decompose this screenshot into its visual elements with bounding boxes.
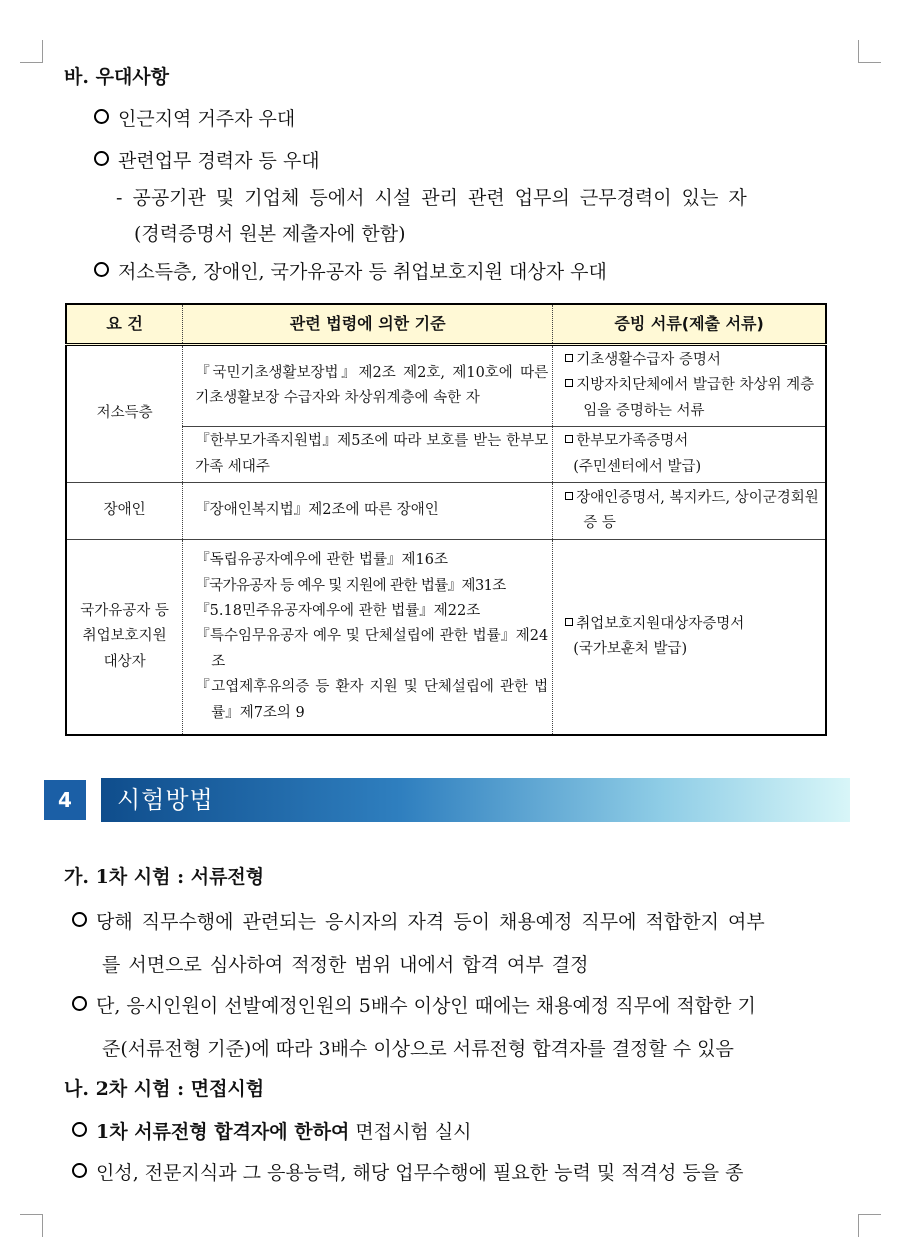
circle-bullet-icon <box>72 912 87 927</box>
list-item-text: 당해 직무수행에 관련되는 응시자의 자격 등이 채용예정 직무에 적합한지 여부 <box>96 911 765 933</box>
sub-line: - 공공기관 및 기업체 등에서 시설 관리 관련 업무의 근무경력이 있는 자 <box>116 187 747 209</box>
docs-cell <box>553 427 826 483</box>
section-number-badge: 4 <box>44 780 86 820</box>
doc-text: (주민센터에서 발급) <box>573 458 702 475</box>
list-item-continuation: 를 서면으로 심사하여 적정한 범위 내에서 합격 여부 결정 <box>102 954 589 976</box>
law-text: 『특수임무유공자 예우 및 단체설립에 관한 법률』제24조 <box>195 628 549 670</box>
docs-cell <box>553 482 826 539</box>
list-item <box>72 1117 472 1144</box>
doc-text: (국가보훈처 발급) <box>573 641 688 658</box>
doc-text: 장애인증명서, 복지카드, 상이군경회원 <box>576 489 819 506</box>
law-cell: 『국민기초생활보장법』제2조 제2호, 제10호에 따른 기초생활보장 수급자와 차상위계층에 속한 자 <box>183 345 553 427</box>
list-item-continuation: 준(서류전형 기준)에 따라 3배수 이상으로 서류전형 합격자를 결정할 수 있음 <box>102 1038 734 1060</box>
list-item-bold-text: 1차 서류전형 합격자에 한하여 <box>96 1121 350 1143</box>
circle-bullet-icon <box>72 996 87 1011</box>
corner-mark-top-left <box>20 40 43 63</box>
category-text: 국가유공자 등 <box>80 603 169 620</box>
preference-table <box>65 303 827 736</box>
checkbox-square-icon <box>565 435 573 443</box>
circle-bullet-icon <box>72 1122 87 1137</box>
law-cell: 『한부모가족지원법』제5조에 따라 보호를 받는 한부모가족 세대주 <box>183 427 553 483</box>
corner-mark-bottom-right <box>858 1214 881 1237</box>
section-ga-heading: 가. 1차 시험 : 서류전형 <box>64 866 265 888</box>
table-header-cell: 관련 법령에 의한 기준 <box>183 304 553 345</box>
list-item-text: 면접시험 실시 <box>349 1121 472 1143</box>
doc-text: 한부모가족증명서 <box>576 433 689 450</box>
list-item-text: 단, 응시인원이 선발예정인원의 5배수 이상인 때에는 채용예정 직무에 적합한 기 <box>96 995 756 1017</box>
list-item-text: 인근지역 거주자 우대 <box>118 108 296 130</box>
docs-cell <box>553 539 826 735</box>
list-item <box>72 1158 744 1185</box>
checkbox-square-icon <box>565 379 573 387</box>
section-na-heading: 나. 2차 시험 : 면접시험 <box>64 1078 265 1100</box>
category-text: 취업보호지원 <box>82 628 167 645</box>
table-row <box>66 482 826 539</box>
circle-bullet-icon <box>94 109 109 124</box>
circle-bullet-icon <box>94 262 109 277</box>
table-row <box>66 539 826 735</box>
list-item-text: 인성, 전문지식과 그 응용능력, 해당 업무수행에 필요한 능력 및 적격성 등을 종 <box>96 1162 744 1184</box>
law-text: 『독립유공자예우에 관한 법률』제16조 <box>195 552 448 569</box>
list-item <box>72 991 756 1018</box>
category-cell: 저소득층 <box>66 345 183 483</box>
table-row <box>66 345 826 427</box>
list-item <box>94 257 607 284</box>
list-item-text: 관련업무 경력자 등 우대 <box>118 150 320 172</box>
table-header-cell: 증빙 서류(제출 서류) <box>553 304 826 345</box>
law-text: 『국가유공자 등 예우 및 지원에 관한 법률』제31조 <box>195 577 506 594</box>
law-text: 『고엽제후유의증 등 환자 지원 및 단체설립에 관한 법률』제7조의 9 <box>195 679 549 721</box>
list-item <box>94 104 295 131</box>
category-cell: 장애인 <box>66 482 183 539</box>
checkbox-square-icon <box>565 618 573 626</box>
list-item <box>72 907 765 934</box>
doc-text: 취업보호지원대상자증명서 <box>576 615 745 632</box>
list-item-text: 저소득층, 장애인, 국가유공자 등 취업보호지원 대상자 우대 <box>118 261 607 283</box>
doc-text: 지방자치단체에서 발급한 차상위 계층 <box>576 377 815 394</box>
table-header-row <box>66 304 826 345</box>
checkbox-square-icon <box>565 354 573 362</box>
circle-bullet-icon <box>72 1163 87 1178</box>
circle-bullet-icon <box>94 151 109 166</box>
law-text: 『5.18민주유공자예우에 관한 법률』제22조 <box>195 603 481 620</box>
corner-mark-top-right <box>858 40 881 63</box>
doc-text: 임을 증명하는 서류 <box>583 402 705 419</box>
doc-text: 증 등 <box>583 514 616 531</box>
checkbox-square-icon <box>565 492 573 500</box>
table-header-cell: 요 건 <box>66 304 183 345</box>
law-cell <box>183 539 553 735</box>
docs-cell <box>553 345 826 427</box>
section-title-bar: 시험방법 <box>101 778 850 822</box>
category-text: 대상자 <box>103 653 146 670</box>
list-item <box>94 146 320 173</box>
law-cell: 『장애인복지법』제2조에 따른 장애인 <box>183 482 553 539</box>
corner-mark-bottom-left <box>20 1214 43 1237</box>
category-cell <box>66 539 183 735</box>
section-ba-heading: 바. 우대사항 <box>64 66 169 88</box>
doc-text: 기초생활수급자 증명서 <box>576 352 721 368</box>
sub-line: (경력증명서 원본 제출자에 한함) <box>134 223 406 245</box>
